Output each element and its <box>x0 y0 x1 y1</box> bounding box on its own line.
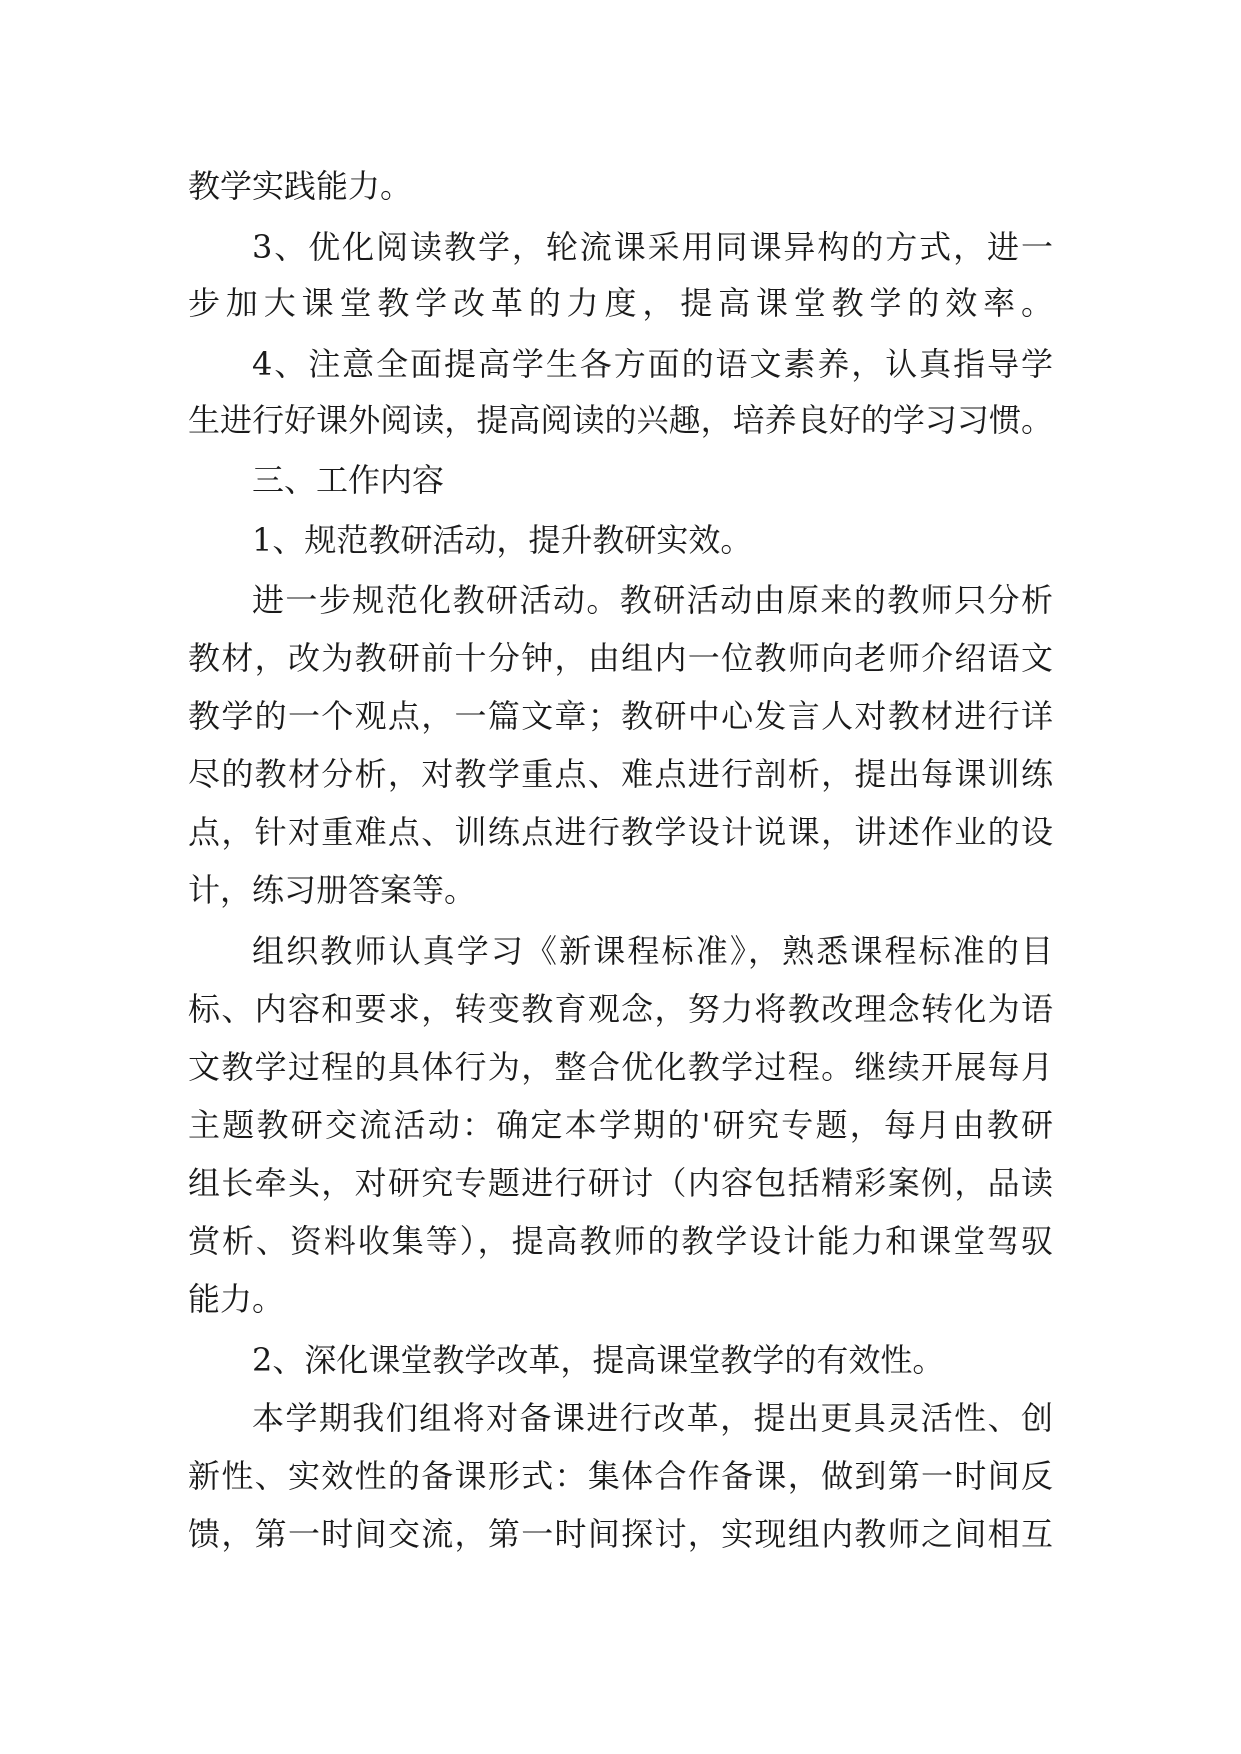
section-heading: 三、工作内容 <box>252 461 445 499</box>
text-line: 1、规范教研活动，提升教研实效。 <box>252 521 753 559</box>
text-line: 4、注意全面提高学生各方面的语文素养，认真指导学 <box>252 345 1053 383</box>
text-line: 3、优化阅读教学，轮流课采用同课异构的方式，进一 <box>252 228 1053 266</box>
text-line: 文教学过程的具体行为，整合优化教学过程。继续开展每月 <box>188 1048 1053 1086</box>
text-line: 主题教研交流活动：确定本学期的'研究专题，每月由教研 <box>188 1106 1053 1144</box>
text-line: 点，针对重难点、训练点进行教学设计说课，讲述作业的设 <box>188 813 1053 851</box>
text-line: 步加大课堂教学改革的力度，提高课堂教学的效率。 <box>188 284 1053 322</box>
text-line: 教学实践能力。 <box>188 167 413 205</box>
text-line: 标、内容和要求，转变教育观念，努力将教改理念转化为语 <box>188 990 1053 1028</box>
text-line: 教学的一个观点，一篇文章；教研中心发言人对教材进行详 <box>188 697 1053 735</box>
text-line: 赏析、资料收集等），提高教师的教学设计能力和课堂驾驭 <box>188 1222 1053 1260</box>
text-line: 进一步规范化教研活动。教研活动由原来的教师只分析 <box>252 581 1053 619</box>
text-line: 馈，第一时间交流，第一时间探讨，实现组内教师之间相互 <box>188 1515 1053 1553</box>
text-line: 尽的教材分析，对教学重点、难点进行剖析，提出每课训练 <box>188 755 1053 793</box>
text-line: 2、深化课堂教学改革，提高课堂教学的有效性。 <box>252 1341 945 1379</box>
text-line: 能力。 <box>188 1280 285 1318</box>
text-line: 生进行好课外阅读，提高阅读的兴趣，培养良好的学习习惯。 <box>188 401 1053 439</box>
text-line: 组织教师认真学习《新课程标准》，熟悉课程标准的目 <box>252 932 1053 970</box>
text-line: 新性、实效性的备课形式：集体合作备课，做到第一时间反 <box>188 1457 1053 1495</box>
text-line: 教材，改为教研前十分钟，由组内一位教师向老师介绍语文 <box>188 639 1053 677</box>
text-line: 计，练习册答案等。 <box>188 871 477 909</box>
text-line: 本学期我们组将对备课进行改革，提出更具灵活性、创 <box>252 1399 1053 1437</box>
text-line: 组长牵头，对研究专题进行研讨（内容包括精彩案例，品读 <box>188 1164 1053 1202</box>
